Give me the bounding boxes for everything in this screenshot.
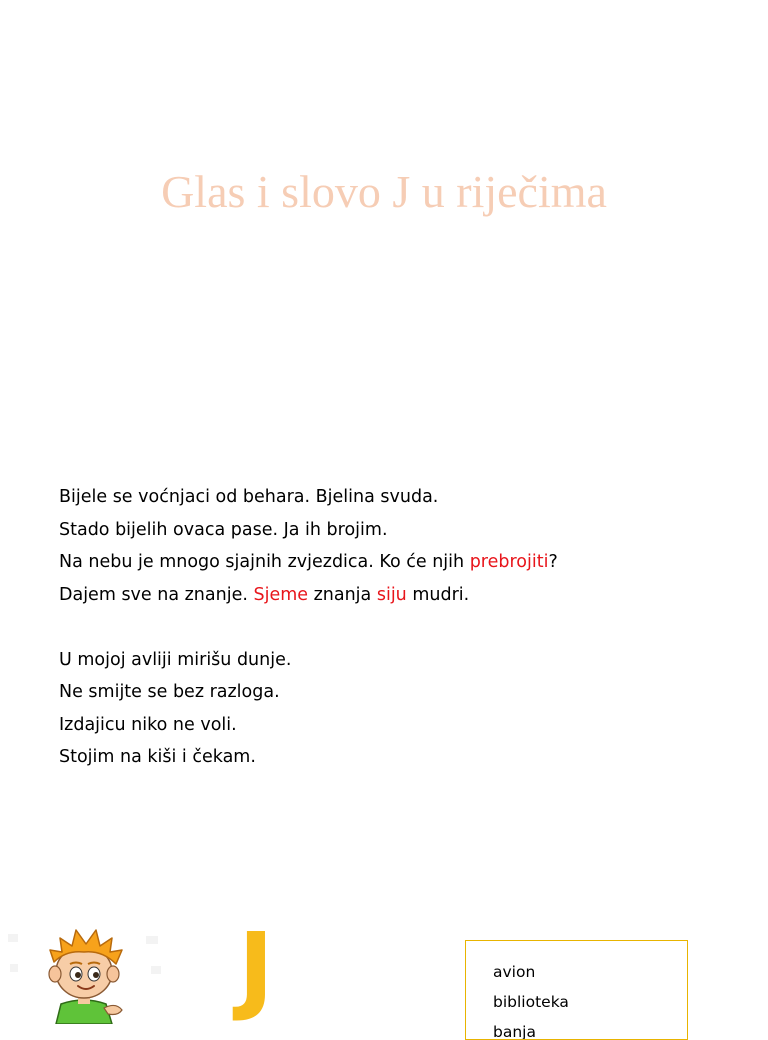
word-list-item: avion (493, 963, 536, 981)
text-line (59, 546, 739, 579)
text-segment: mudri. (406, 584, 470, 605)
text-line: Stojim na kiši i čekam. (59, 747, 256, 767)
text-line: Ne smijte se bez razloga. (59, 682, 280, 702)
text-segment: Bijele se voćnjaci od behara. Bjelina svuda. (59, 487, 439, 507)
highlighted-word: siju (376, 584, 407, 605)
text-line: U mojoj avliji mirišu dunje. (59, 649, 292, 670)
text-segment: znanja (308, 584, 377, 605)
text-line: Izdajicu niko ne voli. (59, 714, 237, 735)
word-list-item: banja (493, 1023, 536, 1040)
page-title: Glas i slovo J u riječima (161, 166, 607, 217)
boy-icon (6, 922, 166, 1024)
text-block (59, 481, 739, 774)
paragraph-1 (59, 481, 739, 611)
text-segment: ? (548, 552, 558, 572)
paragraph-gap (59, 611, 739, 644)
highlighted-word: Sjeme (253, 584, 309, 605)
word-list-item: biblioteka (493, 993, 569, 1011)
big-letter-j: J (238, 912, 274, 1024)
text-segment: Na nebu je mnogo sjajnih zvjezdica. Ko će njih (59, 552, 470, 572)
paragraph-2 (59, 644, 739, 774)
text-line (59, 579, 739, 612)
text-line (59, 481, 739, 514)
text-line (59, 514, 739, 547)
text-segment: Stado bijelih ovaca pase. Ja ih brojim. (59, 519, 388, 540)
text-segment: Dajem sve na znanje. (59, 584, 254, 605)
word-list-box (465, 940, 688, 1040)
cartoon-boy-illustration (6, 922, 166, 1024)
highlighted-word: prebrojiti (469, 552, 549, 572)
